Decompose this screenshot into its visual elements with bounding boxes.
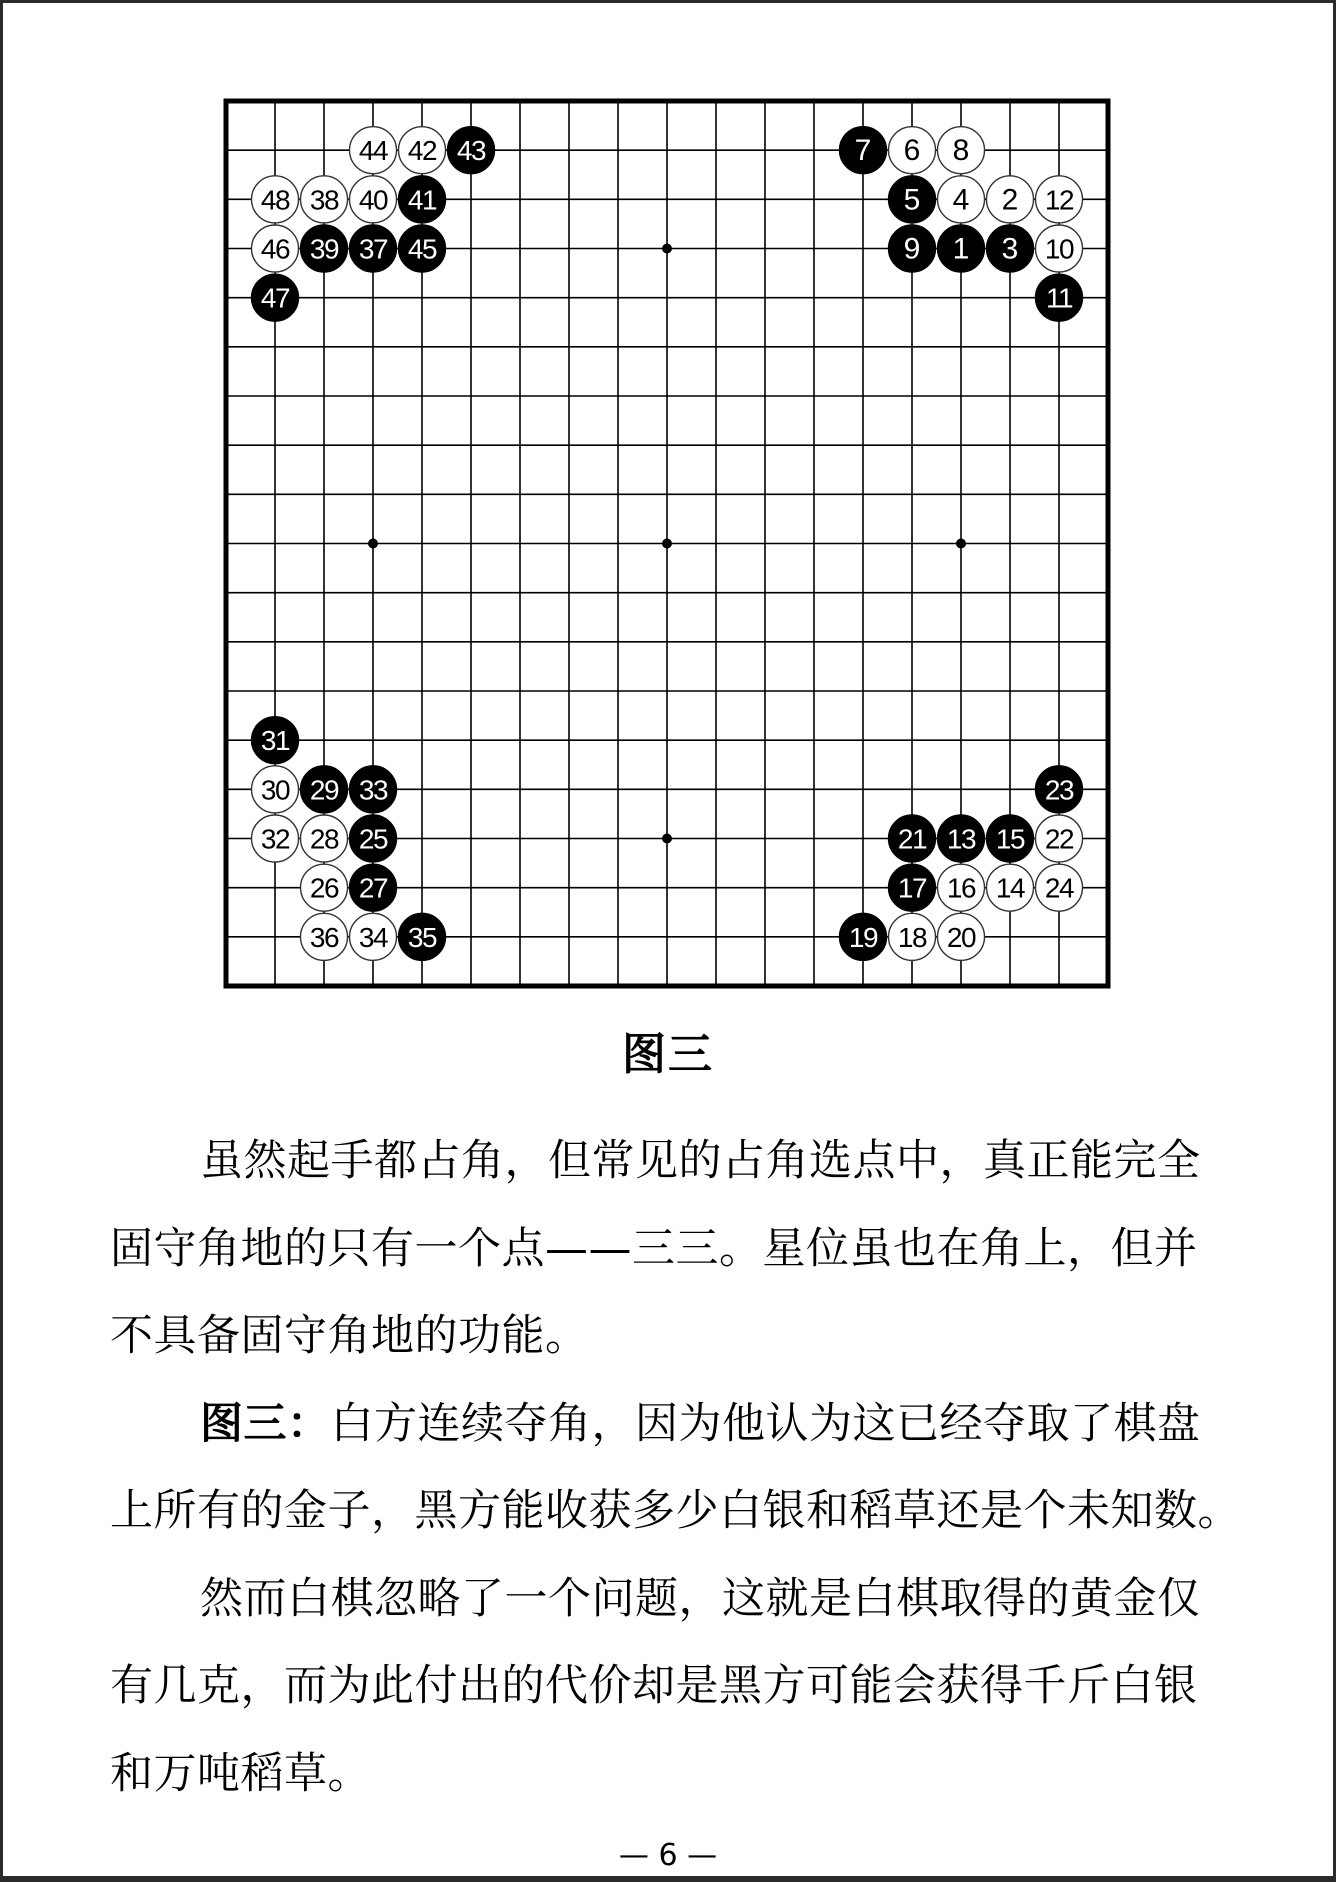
- move-number: 17: [897, 872, 927, 904]
- black-stone: [840, 913, 887, 960]
- black-stone: [1036, 766, 1083, 813]
- white-stone: [301, 815, 348, 862]
- black-stone: [987, 225, 1034, 272]
- move-number: 16: [946, 872, 976, 904]
- page-number: — 6 —: [618, 1838, 718, 1873]
- white-stone: [938, 913, 985, 960]
- paragraph-2-line-1-text: 白方连续夺角，因为他认为这已经夺取了棋盘: [330, 1398, 1201, 1449]
- black-stone: [350, 815, 397, 862]
- move-number: 34: [358, 921, 388, 953]
- star-point: [662, 834, 672, 844]
- white-stone: [938, 864, 985, 911]
- move-number: 43: [456, 135, 486, 167]
- move-number: 11: [1045, 282, 1073, 314]
- white-stone: [301, 913, 348, 960]
- move-number: 1: [952, 232, 970, 266]
- move-number: 4: [952, 183, 970, 217]
- star-point: [662, 244, 672, 254]
- white-stone: [252, 225, 299, 272]
- move-number: 46: [260, 233, 290, 265]
- star-point: [662, 539, 672, 549]
- black-stone: [399, 225, 446, 272]
- move-number: 42: [407, 135, 437, 167]
- white-stone: [1036, 225, 1083, 272]
- paragraph-1-line-1: 虽然起手都占角，但常见的占角选点中，真正能完全: [200, 1136, 1201, 1186]
- move-number: 10: [1044, 233, 1074, 265]
- black-stone: [252, 717, 299, 764]
- move-number: 7: [854, 134, 872, 168]
- body-text: [110, 1118, 1240, 1818]
- black-stone: [350, 864, 397, 911]
- move-number: 3: [1001, 232, 1019, 266]
- black-stone: [1036, 274, 1083, 321]
- white-stone: [252, 176, 299, 223]
- star-point: [956, 539, 966, 549]
- star-point: [368, 539, 378, 549]
- move-number: 45: [407, 233, 437, 265]
- move-number: 31: [260, 725, 290, 757]
- move-number: 23: [1044, 774, 1074, 806]
- move-number: 33: [358, 774, 388, 806]
- move-number: 30: [260, 774, 290, 806]
- move-number: 47: [260, 282, 290, 314]
- white-stone: [301, 864, 348, 911]
- black-stone: [350, 766, 397, 813]
- move-number: 36: [309, 921, 339, 953]
- white-stone: [350, 176, 397, 223]
- white-stone: [350, 913, 397, 960]
- white-stone: [399, 127, 446, 174]
- move-number: 18: [897, 921, 927, 953]
- black-stone: [350, 225, 397, 272]
- move-number: 6: [903, 134, 921, 168]
- white-stone: [938, 176, 985, 223]
- move-number: 48: [260, 184, 290, 216]
- move-number: 12: [1044, 184, 1074, 216]
- paragraph-1-line-2: 固守角地的只有一个点——三三。星位虽也在角上，但并: [110, 1223, 1198, 1274]
- black-stone: [889, 176, 936, 223]
- white-stone: [889, 913, 936, 960]
- black-stone: [987, 815, 1034, 862]
- move-number: 19: [848, 921, 878, 953]
- black-stone: [448, 127, 495, 174]
- move-number: 22: [1044, 823, 1074, 855]
- figure-caption: 图三: [622, 1029, 714, 1080]
- move-number: 13: [946, 823, 976, 855]
- paragraph-3-line-3: 和万吨稻草。: [110, 1748, 371, 1799]
- black-stone: [399, 913, 446, 960]
- white-stone: [1036, 176, 1083, 223]
- paragraph-2-line-1: [110, 1381, 1240, 1469]
- black-stone: [399, 176, 446, 223]
- black-stone: [889, 864, 936, 911]
- move-number: 5: [903, 183, 921, 217]
- move-number: 24: [1044, 872, 1074, 904]
- move-number: 37: [358, 233, 388, 265]
- move-number: 27: [358, 872, 388, 904]
- move-number: 28: [309, 823, 339, 855]
- white-stone: [350, 127, 397, 174]
- white-stone: [938, 127, 985, 174]
- paragraph-3-line-2: 有几克，而为此付出的代价却是黑方可能会获得千斤白银: [110, 1661, 1198, 1711]
- white-stone: [301, 176, 348, 223]
- white-stone: [889, 127, 936, 174]
- black-stone: [301, 225, 348, 272]
- white-stone: [1036, 864, 1083, 911]
- white-stone: [252, 815, 299, 862]
- paragraph-2-line-2: 上所有的金子，黑方能收获多少白银和稻草还是个未知数。: [110, 1486, 1241, 1536]
- move-number: 21: [897, 823, 927, 855]
- move-number: 2: [1001, 183, 1019, 217]
- move-number: 25: [358, 823, 388, 855]
- move-number: 8: [952, 134, 970, 168]
- move-number: 9: [903, 232, 921, 266]
- move-number: 40: [358, 184, 388, 216]
- move-number: 38: [309, 184, 339, 216]
- white-stone: [1036, 815, 1083, 862]
- move-number: 32: [260, 823, 290, 855]
- paragraph-1-line-3: 不具备固守角地的功能。: [110, 1311, 589, 1361]
- black-stone: [889, 225, 936, 272]
- white-stone: [252, 766, 299, 813]
- move-number: 14: [995, 872, 1025, 904]
- white-stone: [987, 864, 1034, 911]
- move-number: 20: [946, 921, 976, 953]
- move-number: 41: [407, 184, 437, 216]
- black-stone: [938, 815, 985, 862]
- black-stone: [938, 225, 985, 272]
- black-stone: [252, 274, 299, 321]
- move-number: 29: [309, 774, 339, 806]
- move-number: 35: [407, 921, 437, 953]
- black-stone: [301, 766, 348, 813]
- move-number: 26: [309, 872, 339, 904]
- white-stone: [987, 176, 1034, 223]
- figure-reference-label: 图三：: [200, 1398, 331, 1449]
- paragraph-3-line-1: 然而白棋忽略了一个问题，这就是白棋取得的黄金仅: [200, 1573, 1201, 1624]
- move-number: 44: [358, 135, 388, 167]
- black-stone: [889, 815, 936, 862]
- black-stone: [840, 127, 887, 174]
- move-number: 39: [309, 233, 339, 265]
- move-number: 15: [995, 823, 1025, 855]
